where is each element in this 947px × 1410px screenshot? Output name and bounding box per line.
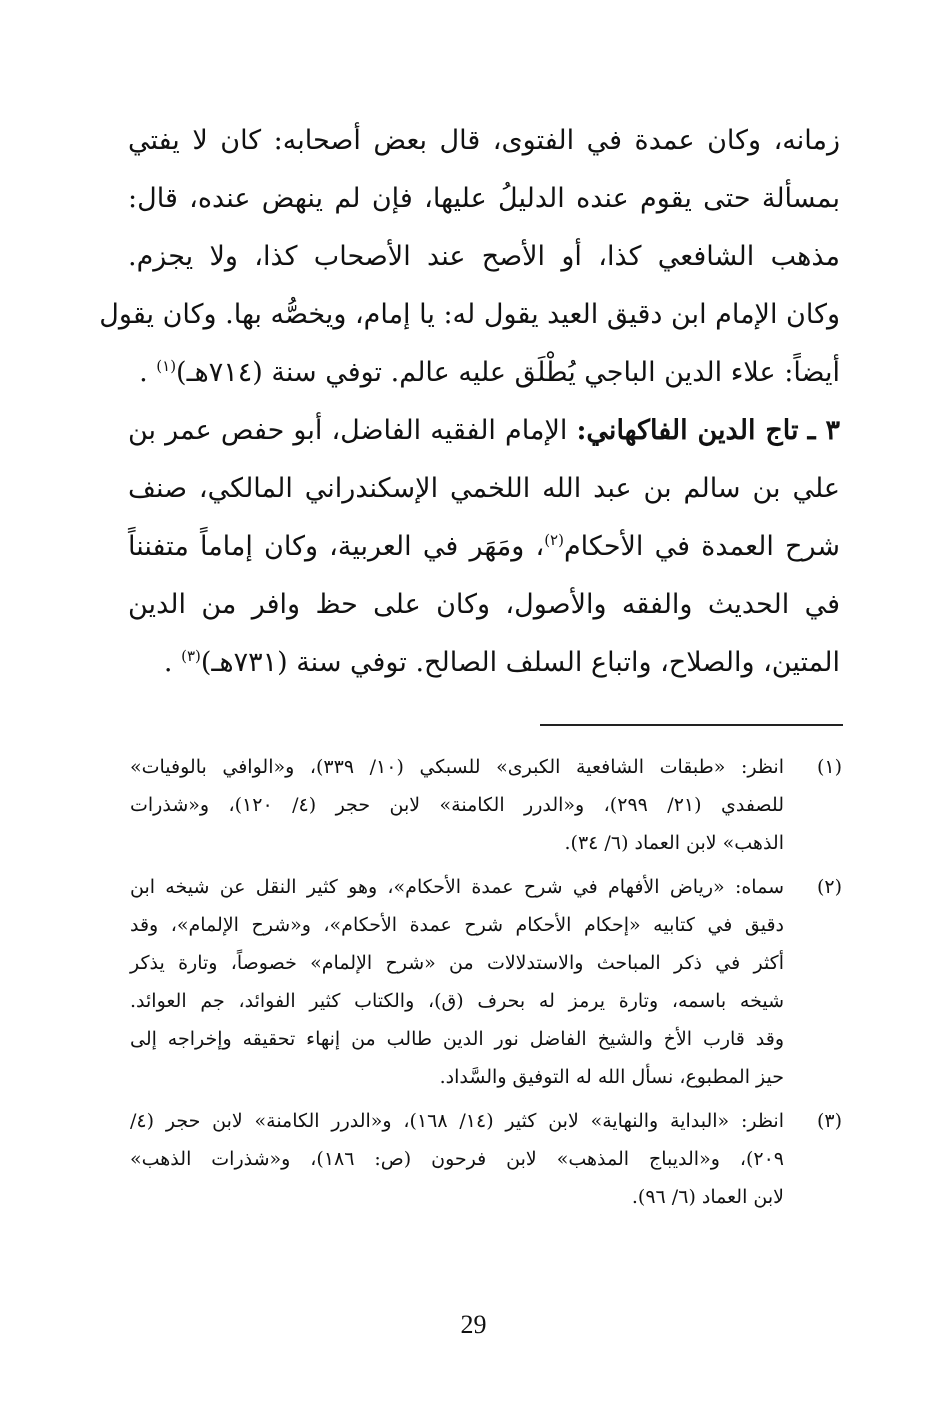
text-line: زمانه، وكان عمدة في الفتوى، قال بعض أصحابه: كان لا يفتي: [128, 125, 840, 156]
footnote-line: حيز المطبوع، نسأل الله له التوفيق والسَّداد.: [439, 1066, 784, 1088]
footnote-line: دقيق في كتابيه «إحكام الأحكام شرح عمدة الأحكام»، و«شرح الإلمام»، وقد: [130, 914, 784, 936]
footnote-line: أكثر في ذكر المباحث والاستدلالات من «شرح الإلمام» خصوصاً، وتارة يذكر: [130, 952, 784, 974]
sentence-end: .: [163, 647, 173, 678]
footnote-3: [130, 1102, 842, 1216]
footnote-line: للصفدي (٢١/ ٢٩٩)، و«الدرر الكامنة» لابن حجر (٤/ ١٢٠)، و«شذرات: [130, 794, 784, 816]
page-number: 29: [460, 1310, 487, 1339]
text-span: أيضاً: علاء الدين الباجي يُطْلَق عليه عالم. توفي سنة (٧١٤هـ): [176, 357, 840, 388]
footnote-ref-2: (٢): [544, 531, 564, 549]
footnote-line: وقد قارب الأخ والشيخ الفاضل نور الدين طالب من إنهاء تحقيقه وإخراجه إلى: [130, 1028, 784, 1050]
text-span: شرح العمدة في الأحكام: [563, 531, 840, 562]
text-span: المتين، والصلاح، واتباع السلف الصالح. توفي سنة (٧٣١هـ): [200, 647, 840, 678]
text-line: وكان الإمام ابن دقيق العيد يقول له: يا إمام، ويخصُّه بها. وكان يقول: [99, 299, 840, 330]
footnote-number: (٢): [816, 876, 842, 898]
footnote-ref-3: (٣): [181, 647, 201, 665]
footnote-number: (٣): [816, 1110, 842, 1132]
footnote-line: شيخه باسمه، وتارة يرمز له بحرف (ق)، والكتاب كثير الفوائد، جم العوائد.: [130, 990, 784, 1012]
footnote-line: ٢٠٩)، و«الديباج المذهب» لابن فرحون (ص: ١٨٦)، و«شذرات الذهب»: [130, 1148, 785, 1170]
text-span: الإمام الفقيه الفاضل، أبو حفص عمر بن: [128, 415, 568, 446]
footnote-line: الذهب» لابن العماد (٦/ ٣٤).: [564, 832, 784, 854]
text-line: بمسألة حتى يقوم عنده الدليلُ عليها، فإن لم ينهض عنده، قال:: [128, 183, 840, 214]
text-line: مذهب الشافعي كذا، أو الأصح عند الأصحاب كذا، ولا يجزم.: [128, 241, 840, 272]
footnote-ref-1: (١): [156, 357, 177, 375]
footnote-2: [130, 868, 842, 1096]
footnote-line: سماه: «رياض الأفهام في شرح عمدة الأحكام»، وهو كثير النقل عن شيخه ابن: [130, 876, 784, 898]
footnote-number: (١): [816, 756, 842, 778]
entry-3-heading-line: [128, 402, 840, 460]
text-line: [128, 344, 840, 402]
sentence-end: .: [139, 357, 148, 388]
footnote-line: انظر: «البداية والنهاية» لابن كثير (١٤/ ١٦٨)، و«الدرر الكامنة» لابن حجر (٤/: [130, 1110, 784, 1132]
main-text: [99, 112, 840, 692]
text-line: [128, 518, 840, 576]
footnotes: [130, 748, 842, 1222]
footnote-line: لابن العماد (٦/ ٩٦).: [631, 1186, 784, 1208]
footnote-1: [130, 748, 842, 862]
entry-number: ٣ ـ: [807, 415, 840, 446]
text-span: ، ومَهَر في العربية، وكان إماماً متفنناً: [128, 531, 545, 562]
text-line: في الحديث والفقه والأصول، وكان على حظ وافر من الدين: [128, 589, 840, 620]
entry-title: تاج الدين الفاكهاني:: [576, 415, 799, 446]
footnote-line: انظر: «طبقات الشافعية الكبرى» للسبكي (١٠/ ٣٣٩)، و«الوافي بالوفيات»: [130, 756, 784, 778]
text-line: [128, 634, 840, 692]
footnote-separator: [540, 724, 843, 726]
text-line: علي بن سالم بن عبد الله اللخمي الإسكندراني المالكي، صنف: [128, 473, 840, 504]
